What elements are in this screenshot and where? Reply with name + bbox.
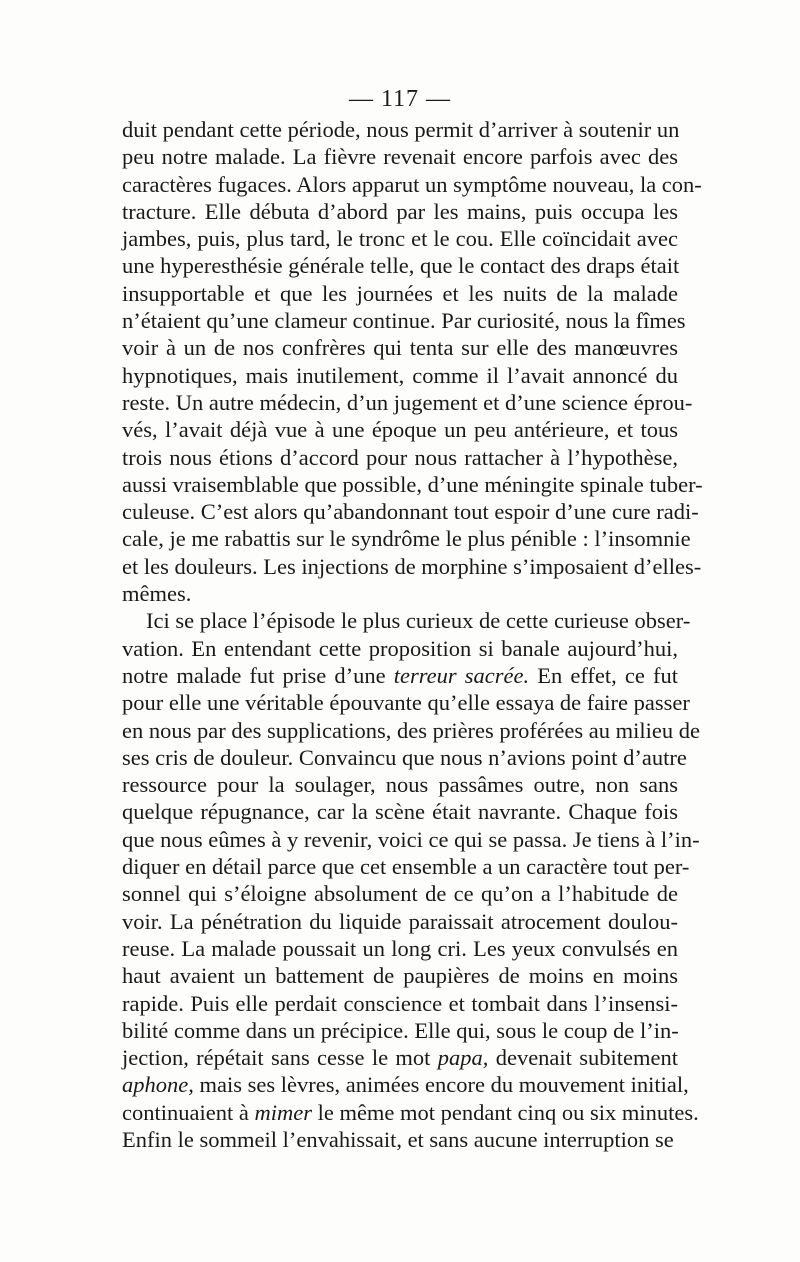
italic-emphasis: aphone,	[122, 1072, 194, 1098]
text-line: vation. En entendant cette proposition si banale aujourd’hui,	[122, 635, 678, 661]
text-line: reuse. La malade poussait un long cri. Les yeux convulsés en	[122, 935, 678, 961]
text-line	[122, 1071, 689, 1098]
body-text	[122, 116, 703, 1153]
text-line: bilité comme dans un précipice. Elle qui, sous le coup de l’in-	[122, 1017, 679, 1043]
text-line: ressource pour la soulager, nous passâmes outre, non sans	[122, 772, 678, 798]
text-line: pour elle une véritable épouvante qu’elle essaya de faire passer	[122, 690, 690, 716]
text-line: voir à un de nos confrères qui tenta sur elle des manœuvres	[122, 335, 678, 361]
italic-emphasis: papa,	[437, 1045, 489, 1071]
text-line	[122, 1044, 678, 1071]
text-line: peu notre malade. La fièvre revenait encore parfois avec des	[122, 144, 678, 170]
text-line: diquer en détail parce que cet ensemble a un caractère tout per-	[122, 854, 690, 880]
text-line: duit pendant cette période, nous permit d’arriver à soutenir un	[122, 117, 680, 142]
text-line	[122, 662, 678, 689]
text-line: voir. La pénétration du liquide paraissait atrocement doulou-	[122, 908, 678, 934]
text-line: insupportable et que les journées et les nuits de la malade	[122, 280, 678, 306]
text-line: sonnel qui s’éloigne absolument de ce qu’on a l’habitude de	[122, 881, 678, 907]
text-line: tracture. Elle débuta d’abord par les mains, puis occupa les	[122, 198, 678, 224]
text-line: culeuse. C’est alors qu’abandonnant tout espoir d’une cure radi-	[122, 499, 699, 525]
text-line: trois nous étions d’accord pour nous rattacher à l’hypothèse,	[122, 444, 678, 470]
text-line	[122, 1099, 699, 1126]
text-line: n’étaient qu’une clameur continue. Par curiosité, nous la fîmes	[122, 308, 686, 334]
text-line: vés, l’avait déjà vue à une époque un peu antérieure, et tous	[122, 417, 678, 443]
text-line: et les douleurs. Les injections de morphine s’imposaient d’elles-	[122, 553, 702, 579]
text-line: Ici se place l’épisode le plus curieux de cette curieuse obser-	[146, 608, 691, 634]
text-segment: mais ses lèvres, animées encore du mouvement initial,	[193, 1072, 689, 1098]
text-line: une hyperesthésie générale telle, que le contact des draps était	[122, 253, 680, 279]
text-line: mêmes.	[122, 581, 192, 607]
text-line: hypnotiques, mais inutilement, comme il l’avait annoncé du	[122, 362, 678, 388]
text-line: caractères fugaces. Alors apparut un symptôme nouveau, la con-	[122, 171, 702, 197]
page-number: — 117 —	[348, 86, 452, 112]
text-line: rapide. Puis elle perdait conscience et tombait dans l’insensi-	[122, 990, 678, 1016]
text-line: haut avaient un battement de paupières de moins en moins	[122, 963, 678, 989]
italic-emphasis: mimer	[254, 1099, 312, 1125]
text-line: en nous par des supplications, des prières proférées au milieu de	[122, 717, 700, 743]
text-segment: notre malade fut prise d’une	[122, 662, 394, 688]
text-line: Enfin le sommeil l’envahissait, et sans aucune interruption se	[122, 1126, 674, 1152]
text-line: reste. Un autre médecin, d’un jugement et d’une science éprou-	[122, 389, 693, 415]
text-segment: jection, répétait sans cesse le mot	[122, 1045, 438, 1071]
text-line: cale, je me rabattis sur le syndrôme le plus pénible : l’insomnie	[122, 526, 691, 552]
text-line: jambes, puis, plus tard, le tronc et le cou. Elle coïncidait avec	[122, 226, 678, 252]
text-line: ses cris de douleur. Convaincu que nous n’avions point d’autre	[122, 744, 687, 770]
italic-emphasis: terreur sacrée.	[393, 662, 530, 688]
text-segment: le même mot pendant cinq ou six minutes.	[311, 1099, 699, 1125]
text-line: que nous eûmes à y revenir, voici ce qui se passa. Je tiens à l’in-	[122, 826, 700, 852]
text-segment: continuaient à	[122, 1099, 255, 1125]
text-line: quelque répugnance, car la scène était navrante. Chaque fois	[122, 799, 678, 825]
text-segment: En effet, ce fut	[529, 662, 678, 688]
text-segment: devenait subitement	[488, 1045, 678, 1071]
text-line: aussi vraisemblable que possible, d’une méningite spinale tuber-	[122, 471, 703, 497]
